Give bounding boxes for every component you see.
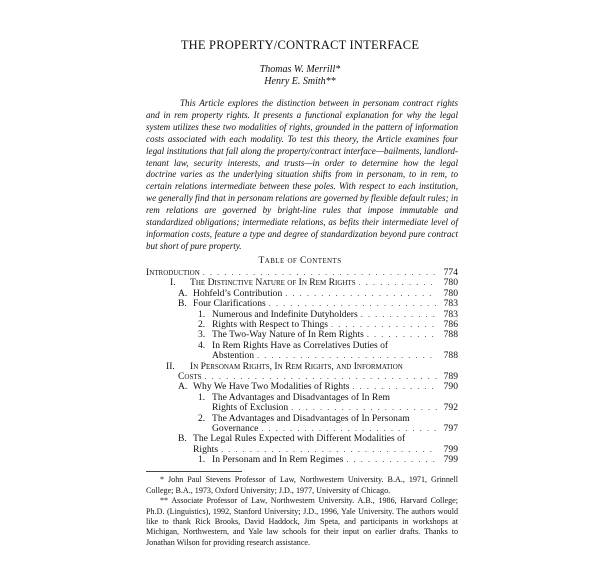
footnote-rule: [146, 471, 242, 472]
toc-leader: [361, 310, 437, 320]
toc-num: I.: [170, 277, 176, 289]
toc-entry-2b-text[interactable]: The Legal Rules Expected with Different Modalities of: [193, 433, 406, 445]
toc-entry-part-2-text[interactable]: In Personam Rights, In Rem Rights, and Information: [190, 360, 403, 372]
author-merrill: Thomas W. Merrill*: [259, 64, 341, 75]
toc-entry-2a[interactable]: Why We Have Two Modalities of Rights . . . 790: [193, 382, 458, 392]
toc-entry-part-1[interactable]: The Distinctive Nature of In Rem Rights . . . 780: [190, 278, 458, 288]
toc-num: B.: [178, 298, 187, 310]
toc-entry-1b[interactable]: Four Clarifications . . . 783: [193, 299, 458, 309]
toc-entry-part-2[interactable]: Costs . . . 789: [178, 372, 458, 382]
toc-entry-1b3[interactable]: The Two-Way Nature of In Rem Rights . . . 788: [212, 330, 458, 340]
toc-entry-2a2-text[interactable]: The Advantages and Disadvantages of In Personam: [212, 412, 410, 424]
toc-entry-introduction[interactable]: Introduction . . . 774: [146, 268, 458, 278]
toc-num: B.: [178, 433, 187, 445]
toc-num: 2.: [198, 319, 206, 330]
toc-entry-2b[interactable]: Rights . . . 799: [193, 445, 458, 455]
toc-num: A.: [178, 381, 188, 393]
footnote-smith: ** Associate Professor of Law, Northwestern University. A.B., 1986, Harvard College; Ph.D. (Linguistics), 1992, Stanford University; J.D., 1996, Yale University. The authors would like to thank Rick Brooks, David Haddock, Jim Speta, and participants in workshops at Michigan, Northwestern, and Yale law schools for their input on earlier drafts. Thanks to Jonathan Wilson for providing research assistance.: [146, 496, 458, 547]
author-smith: Henry E. Smith**: [264, 76, 336, 87]
toc-entry-1b1[interactable]: Numerous and Indefinite Dutyholders . . . 783: [212, 310, 458, 320]
toc-num: 1.: [198, 454, 206, 466]
toc-entry-2a1-text[interactable]: The Advantages and Disadvantages of In Rem: [212, 391, 390, 403]
toc-entry-text: In Personam and In Rem Regimes: [212, 454, 344, 466]
toc-entry-1b2[interactable]: Rights with Respect to Things . . . 786: [212, 320, 458, 330]
footnote-merrill: * John Paul Stevens Professor of Law, Northwestern University. B.A., 1971, Grinnell College; B.A., 1973, Oxford University; J.D., 1977, University of Chicago.: [146, 475, 458, 495]
toc-entry-1b4[interactable]: Abstention . . . 788: [212, 351, 458, 361]
toc-entry-2b1[interactable]: [212, 455, 458, 465]
toc-leader: [285, 289, 437, 299]
toc-page-number: 799: [443, 454, 458, 466]
toc-entry-2a2[interactable]: Governance . . . 797: [212, 424, 458, 434]
toc-entry-1b4-text[interactable]: In Rem Rights Have as Correlatives Duties of: [212, 339, 389, 351]
toc-num: 1.: [198, 308, 206, 320]
toc-entry-2a1[interactable]: Rights of Exclusion . . . 792: [212, 403, 458, 413]
toc-leader: [346, 455, 437, 465]
toc-num: 4.: [198, 339, 206, 351]
article-title: THE PROPERTY/CONTRACT INTERFACE: [180, 38, 420, 52]
toc-num: 3.: [198, 329, 206, 341]
toc-leader: [359, 278, 437, 288]
toc-num: 1.: [198, 391, 206, 403]
toc-num: A.: [178, 287, 188, 299]
toc-heading: Table of Contents: [258, 255, 342, 266]
toc-num: II.: [166, 360, 175, 372]
abstract: This Article explores the distinction between in personam contract rights and in rem property rights. It presents a functional explanation for why the legal system utilizes these two modalities of rights, grounded in the pattern of information costs associated with each modality. To test this theory, the Article examines four legal institutions that fall along the property/contract interface—bailments, landlord-tenant law, security interests, and trusts—in order to determine how the legal doctrine varies as the underlying situation shifts from in personam, to in rem, to certain relations intermediate between these poles. With respect to each institution, we generally find that in personam relations are governed by flexible default rules; in rem relations are governed by bright-line rules that impose immutable and standardized obligations; intermediate relations, as befits their intermediate level of information costs, feature a type and degree of standardization beyond pure contract but short of pure property.: [146, 98, 458, 251]
toc-num: 2.: [198, 412, 206, 424]
toc-entry-1a[interactable]: Hohfeld’s Contribution . . . 780: [193, 289, 458, 299]
